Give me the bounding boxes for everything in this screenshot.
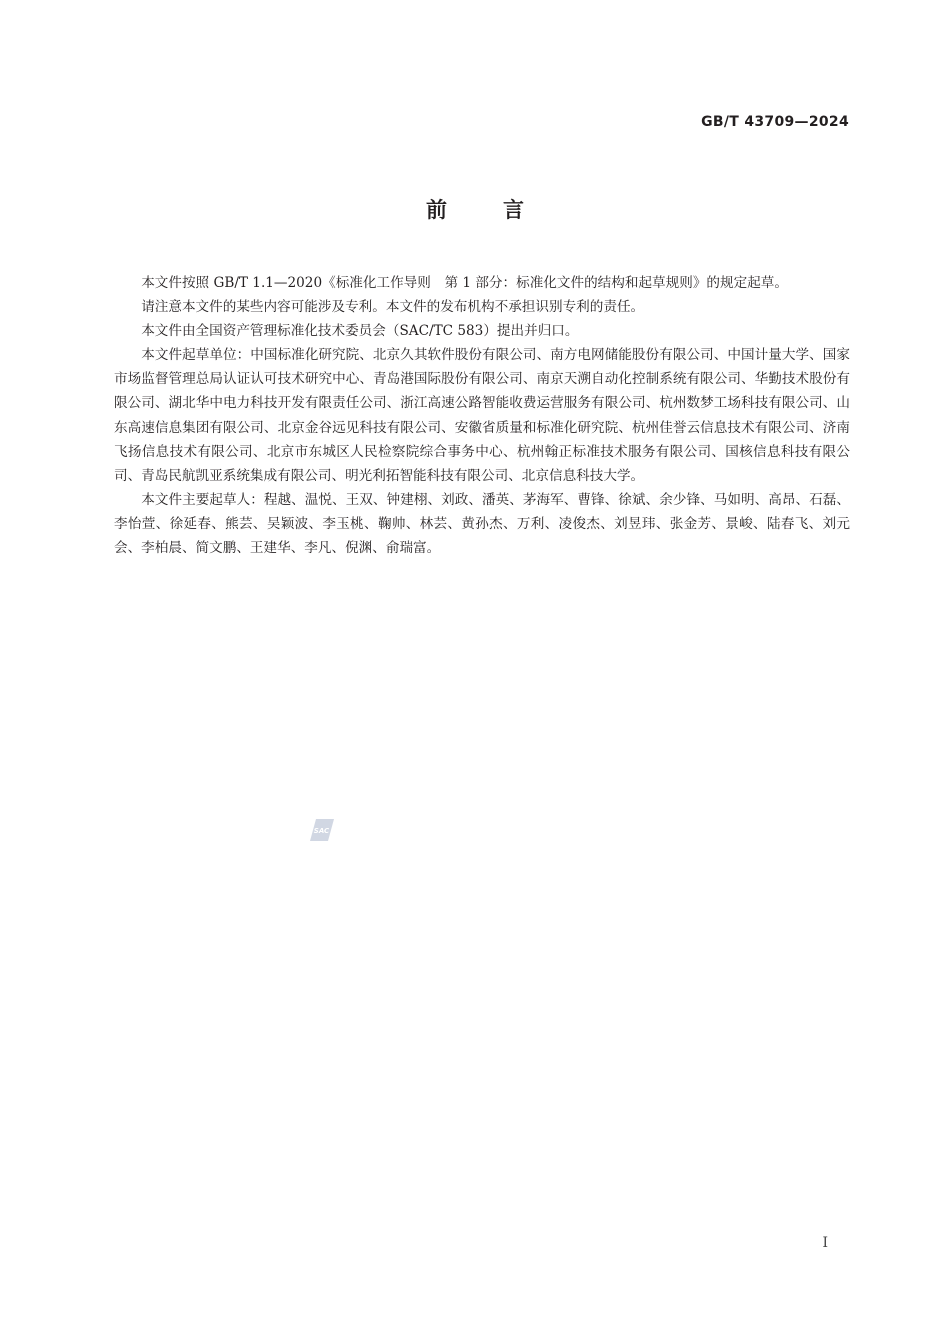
sac-watermark-logo [309, 818, 335, 842]
page-title: 前言 [426, 198, 580, 222]
foreword-body [114, 271, 850, 560]
paragraph-drafters: 本文件主要起草人：程越、温悦、王双、钟建栩、刘政、潘英、茅海军、曹锋、徐斌、余少锋、马如明、高昂、石磊、李怡萱、徐延春、熊芸、吴颖波、李玉桃、鞠帅、林芸、黄孙杰、万利、凌俊杰、刘昱玮、张金芳、景峻、陆春飞、刘元会、李柏晨、简文鹏、王建华、李凡、倪渊、俞瑞富。 [114, 491, 850, 557]
standard-code: GB/T 43709—2024 [701, 114, 849, 130]
paragraph-patent-notice: 请注意本文件的某些内容可能涉及专利。本文件的发布机构不承担识别专利的责任。 [141, 299, 645, 316]
paragraph-drafting-rules: 本文件按照 GB/T 1.1—2020《标准化工作导则 第 1 部分：标准化文件的结构和起草规则》的规定起草。 [141, 275, 788, 291]
page-number: I [822, 1235, 828, 1251]
paragraph-drafting-units: 本文件起草单位：中国标准化研究院、北京久其软件股份有限公司、南方电网储能股份有限公司、中国计量大学、国家市场监督管理总局认证认可技术研究中心、青岛港国际股份有限公司、南京天溯自动化控制系统有限公司、华勤技术股份有限公司、湖北华中电力科技开发有限责任公司、浙江高速公路智能收费运营服务有限公司、杭州数梦工场科技有限公司、山东高速信息集团有限公司、北京金谷远见科技有限公司、安徽省质量和标准化研究院、杭州佳誉云信息技术有限公司、济南飞扬信息技术有限公司、北京市东城区人民检察院综合事务中心、杭州翰正标准技术服务有限公司、国核信息科技有限公司、青岛民航凯亚系统集成有限公司、明光利拓智能科技有限公司、北京信息科技大学。 [114, 347, 850, 484]
svg-text:SAC: SAC [313, 827, 330, 835]
paragraph-committee: 本文件由全国资产管理标准化技术委员会（SAC/TC 583）提出并归口。 [141, 323, 579, 340]
